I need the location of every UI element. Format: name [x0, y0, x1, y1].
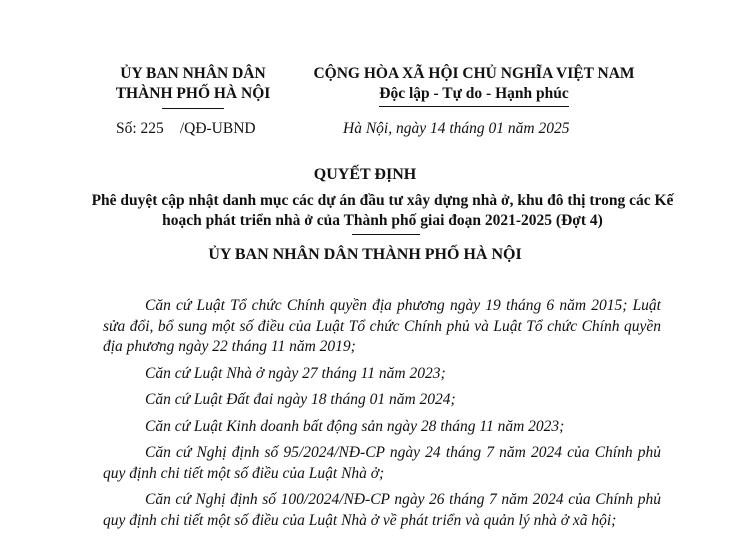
body-paragraph: Căn cứ Luật Tổ chức Chính quyền địa phương ngày 19 tháng 6 năm 2015; Luật sửa đổi, bổ sung một số điều của Luật Tổ chức Chính phủ và Luật Tổ chức Chính quyền địa phương ngày 22 tháng 11 năm 2019;: [103, 297, 661, 355]
document-number-prefix: Số: 225: [116, 120, 164, 137]
body-paragraph: Căn cứ Luật Nhà ở ngày 27 tháng 11 năm 2023;: [145, 364, 446, 382]
body-paragraph: Căn cứ Nghị định số 100/2024/NĐ-CP ngày 26 tháng 7 năm 2024 của Chính phủ quy định chi tiết một số điều của Luật Nhà ở về phát triển và quản lý nhà ở xã hội;: [103, 491, 661, 529]
agency-line-1: ỦY BAN NHÂN DÂN: [120, 65, 266, 82]
document-type: QUYẾT ĐỊNH: [313, 166, 417, 183]
subtitle-divider: [352, 234, 420, 235]
document-number: [116, 120, 256, 138]
document-body: [103, 296, 661, 537]
nation-motto: Độc lập - Tự do - Hạnh phúc: [379, 84, 568, 107]
nation-title: CỘNG HÒA XÃ HỘI CHỦ NGHĨA VIỆT NAM: [313, 65, 635, 82]
document-subtitle: Phê duyệt cập nhật danh mục các dự án đầu tư xây dựng nhà ở, khu đô thị trong các Kế hoạch phát triển nhà ở của Thành phố giai đoạn 2021-2025 (Đợt 4): [91, 192, 674, 229]
document-number-suffix: /QĐ-UBND: [179, 120, 256, 137]
agency-line-2: THÀNH PHỐ HÀ NỘI: [115, 85, 271, 102]
document-date: Hà Nội, ngày 14 tháng 01 năm 2025: [343, 120, 570, 137]
nation-header: [298, 64, 650, 107]
issuing-authority: ỦY BAN NHÂN DÂN THÀNH PHỐ HÀ NỘI: [208, 246, 522, 263]
body-paragraph: Căn cứ Nghị định số 95/2024/NĐ-CP ngày 24 tháng 7 năm 2024 của Chính phủ quy định chi tiết một số điều của Luật Nhà ở;: [103, 444, 661, 482]
agency-header: [98, 64, 288, 109]
body-paragraph: Căn cứ Luật Kinh doanh bất động sản ngày 28 tháng 11 năm 2023;: [145, 417, 565, 435]
body-paragraph: Căn cứ Luật Đất đai ngày 18 tháng 01 năm 2024;: [145, 391, 456, 408]
agency-underline: [162, 108, 224, 109]
